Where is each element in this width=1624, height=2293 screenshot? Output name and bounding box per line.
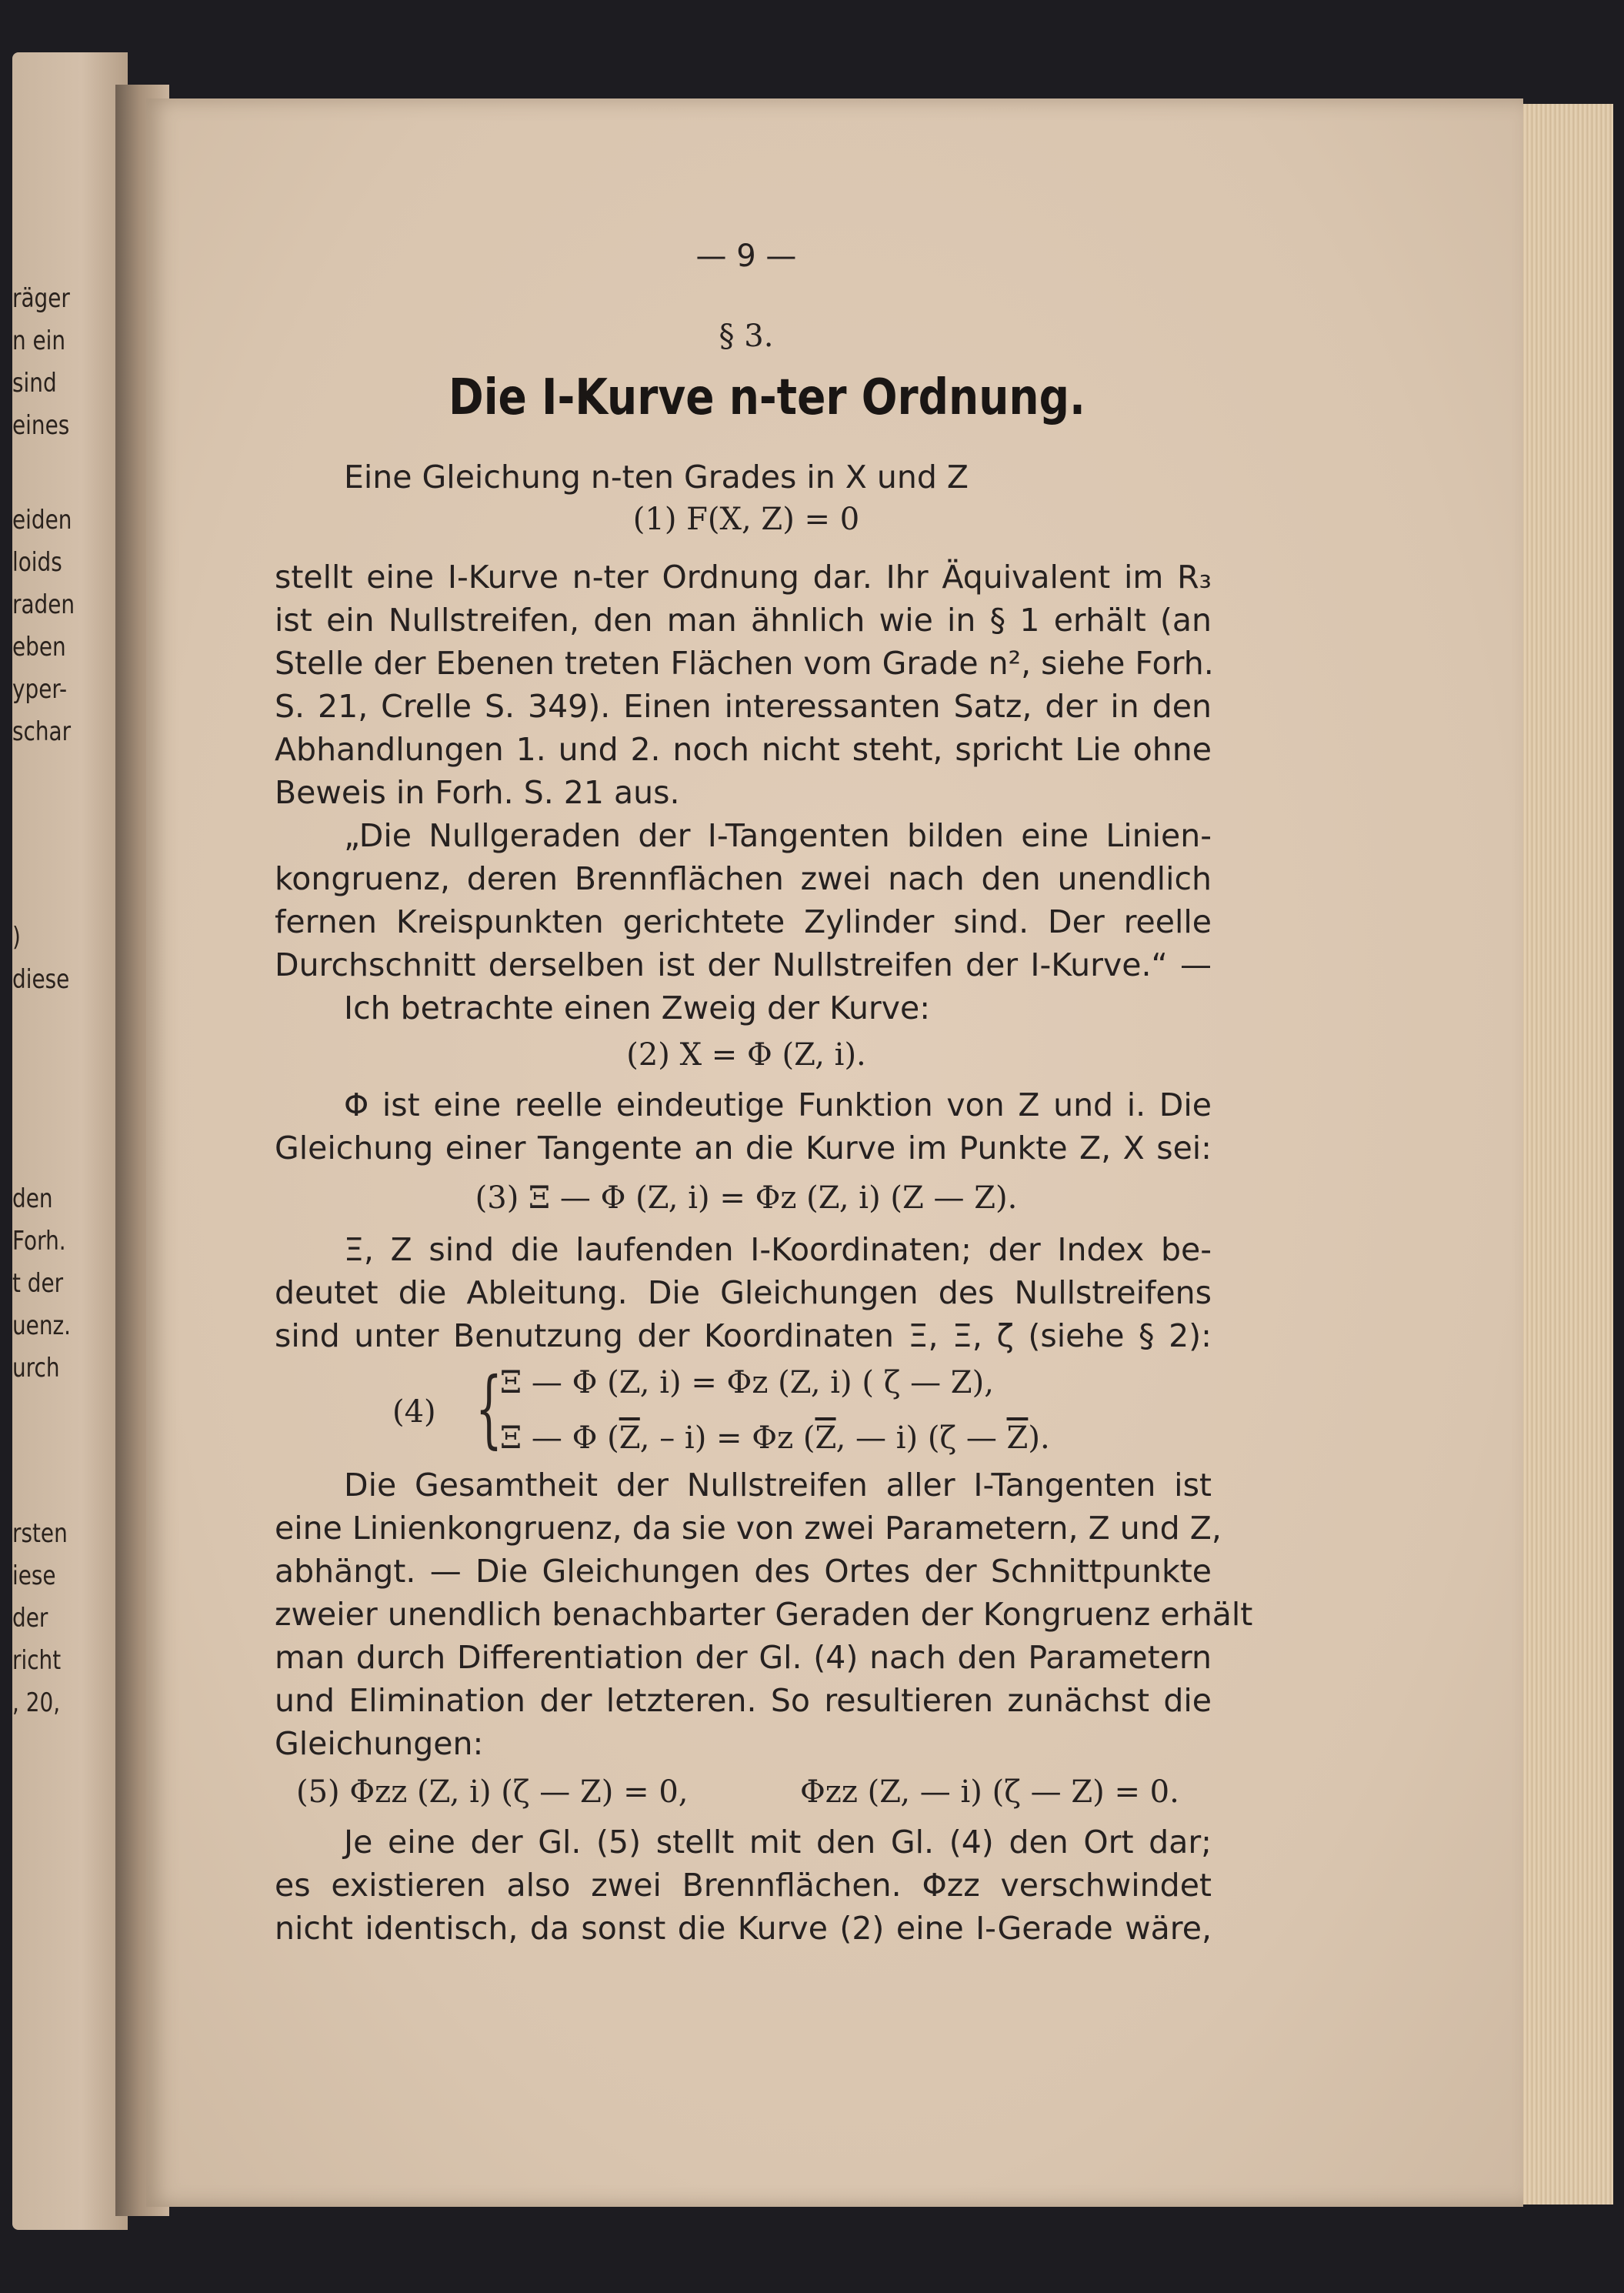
text-line: deutet die Ableitung. Die Gleichungen des Nullstreifens (275, 1274, 1212, 1311)
text-line: Abhandlungen 1. und 2. noch nicht steht, spricht Lie ohne (275, 731, 1212, 768)
equation-5-b: Φzz (Z, — i) (ζ — Z) = 0. (800, 1774, 1179, 1810)
eq4b-text: , — i) (ζ — (835, 1420, 1007, 1456)
left-fragment: schar (12, 716, 72, 747)
left-fragment: rsten (12, 1518, 68, 1549)
text-line: Gleichung einer Tangente an die Kurve im Punkte Z, X sei: (275, 1130, 1212, 1167)
eq4b-text: Ξ — Φ ( (500, 1420, 619, 1456)
text-line: Je eine der Gl. (5) stellt mit den Gl. (4) den Ort dar; (344, 1824, 1212, 1861)
left-fragment: Forh. (12, 1226, 66, 1257)
equation-3: (3) Ξ — Φ (Z, i) = Φz (Z, i) (Z — Z). (475, 1180, 1018, 1216)
left-fragment: , 20, (12, 1687, 61, 1718)
left-fragment: ) (12, 922, 21, 953)
text-line: Die Gesamtheit der Nullstreifen aller I-Tangenten ist (344, 1467, 1212, 1504)
text-line: es existieren also zwei Brennflächen. Φzz verschwindet (275, 1867, 1212, 1904)
equation-4-line-b (500, 1420, 1115, 1456)
equation-4-label: (4) (392, 1394, 436, 1430)
equation-4-brace: { (475, 1359, 502, 1457)
text-line: Gleichungen: (275, 1725, 484, 1762)
text-line: stellt eine I-Kurve n-ter Ordnung dar. Ihr Äquivalent im R₃ (275, 559, 1212, 596)
left-fragment: yper- (12, 674, 68, 705)
text-line: nicht identisch, da sonst die Kurve (2) eine I-Gerade wäre, (275, 1910, 1212, 1947)
eq4b-zbar: $\overline{Z}$ (619, 1420, 640, 1456)
text-line: und Elimination der letzteren. So resultieren zunächst die (275, 1682, 1212, 1719)
eq4b-text: ). (1028, 1420, 1050, 1456)
text-line: Durchschnitt derselben ist der Nullstreifen der I-Kurve.“ — (275, 946, 1212, 983)
left-fragment: eben (12, 632, 66, 663)
section-number: § 3. (719, 319, 774, 354)
text-line: „Die Nullgeraden der I-Tangenten bilden eine Linien- (344, 817, 1212, 854)
equation-4-line-a: Ξ — Φ (Z, i) = Φz (Z, i) ( ζ — Z), (500, 1365, 994, 1400)
text-line: Ξ, Z sind die laufenden I-Koordinaten; der Index be- (344, 1231, 1212, 1268)
equation-5-a: (5) Φzz (Z, i) (ζ — Z) = 0, (296, 1774, 689, 1810)
equation-1: (1) F(X, Z) = 0 (632, 502, 860, 537)
text-line: fernen Kreispunkten gerichtete Zylinder sind. Der reelle (275, 903, 1212, 940)
left-fragment: loids (12, 547, 62, 578)
left-fragment: sind (12, 368, 57, 399)
left-fragment: eines (12, 410, 70, 441)
section-title: Die I-Kurve n-ter Ordnung. (449, 369, 1085, 426)
left-fragment: raden (12, 589, 75, 620)
left-fragment: den (12, 1183, 53, 1214)
text-line: sind unter Benutzung der Koordinaten Ξ, Ξ, ζ (siehe § 2): (275, 1317, 1212, 1354)
equation-2: (2) X = Φ (Z, i). (626, 1037, 866, 1073)
text-line: kongruenz, deren Brennflächen zwei nach den unendlich (275, 860, 1212, 897)
left-fragment: iese (12, 1560, 56, 1591)
text-line: eine Linienkongruenz, da sie von zwei Parametern, Z und Z, (275, 1510, 1222, 1547)
eq4b-zbar: $\overline{Z}$ (815, 1420, 836, 1456)
left-fragment: der (12, 1603, 48, 1634)
page-number: — 9 — (695, 239, 797, 274)
text-line: abhängt. — Die Gleichungen des Ortes der Schnittpunkte (275, 1553, 1212, 1590)
eq4b-text: , – i) = Φz ( (639, 1420, 815, 1456)
text-line: ist ein Nullstreifen, den man ähnlich wie in § 1 erhält (an (275, 602, 1212, 639)
text-line: Ich betrachte einen Zweig der Kurve: (344, 990, 931, 1026)
left-page-edge (12, 52, 128, 2230)
left-fragment: t der (12, 1268, 64, 1299)
text-line: man durch Differentiation der Gl. (4) nach den Parametern (275, 1639, 1212, 1676)
page-stack-edge (1512, 104, 1613, 2205)
left-fragment: richt (12, 1645, 62, 1676)
text-line: Stelle der Ebenen treten Flächen vom Grade n², siehe Forh. (275, 645, 1214, 682)
text-line: Beweis in Forh. S. 21 aus. (275, 774, 680, 811)
left-fragment: diese (12, 964, 70, 995)
left-fragment: räger (12, 283, 70, 314)
eq4b-zbar: $\overline{Z}$ (1006, 1420, 1029, 1456)
left-fragment: urch (12, 1353, 60, 1383)
text-line: S. 21, Crelle S. 349). Einen interessanten Satz, der in den (275, 688, 1212, 725)
text-line: Φ ist eine reelle eindeutige Funktion von Z und i. Die (344, 1086, 1212, 1123)
left-fragment: n ein (12, 325, 66, 356)
left-fragment: eiden (12, 505, 72, 536)
text-line: zweier unendlich benachbarter Geraden der Kongruenz erhält (275, 1596, 1253, 1633)
text-line: Eine Gleichung n-ten Grades in X und Z (344, 459, 969, 496)
left-fragment: uenz. (12, 1310, 71, 1341)
